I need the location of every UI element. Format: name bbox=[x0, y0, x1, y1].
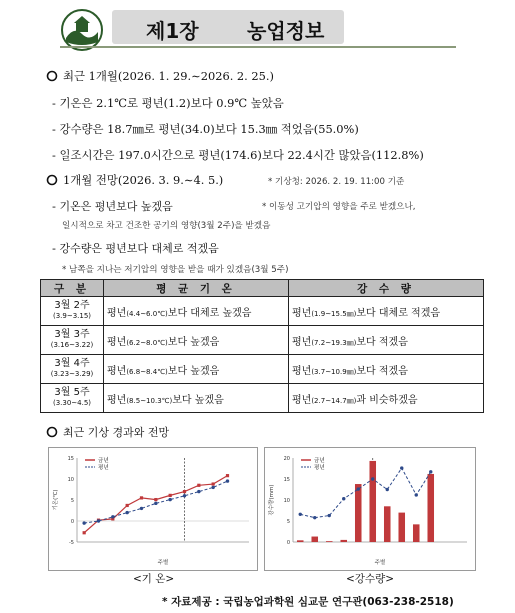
rain-cell bbox=[289, 355, 484, 384]
source-note: * 기상청: 2026. 2. 19. 11:00 기준 bbox=[268, 177, 405, 187]
rain-bar bbox=[326, 541, 333, 542]
y-tick-label: 20 bbox=[283, 456, 290, 462]
rain-chart-caption: <강수량> bbox=[346, 573, 395, 585]
normal-point bbox=[125, 511, 128, 514]
temp-range: (6.2~8.0℃) bbox=[126, 338, 168, 347]
rain-outlook: 보다 적겠음 bbox=[356, 336, 408, 348]
rain-chart bbox=[265, 448, 475, 570]
temp-range: (8.5~10.3℃) bbox=[126, 396, 173, 405]
temp-cell bbox=[104, 297, 289, 326]
normal-point bbox=[328, 514, 331, 517]
recent-temp-line: - 기온은 2.1℃로 평년(1.2)보다 0.9℃ 높았음 bbox=[52, 96, 284, 110]
temp-range: (4.4~6.0℃) bbox=[126, 309, 168, 318]
temp-range: (6.8~8.4℃) bbox=[126, 367, 168, 376]
outlook-temp-note-2: 일시적으로 차고 건조한 공기의 영향(3월 2주)을 받겠음 bbox=[62, 221, 271, 231]
normal-point bbox=[168, 498, 171, 501]
y-axis-label: 강수량(mm) bbox=[269, 484, 275, 516]
temp-chart bbox=[49, 448, 257, 570]
rain-bar bbox=[398, 513, 405, 542]
this-year-point bbox=[212, 482, 215, 485]
rain-prefix: 평년 bbox=[292, 394, 312, 406]
rain-bar bbox=[384, 506, 391, 542]
rain-cell bbox=[289, 326, 484, 355]
normal-point bbox=[197, 490, 200, 493]
circle-bullet-icon bbox=[46, 70, 58, 82]
normal-point bbox=[183, 494, 186, 497]
circle-bullet-icon bbox=[46, 426, 58, 438]
rain-bar bbox=[340, 540, 347, 542]
table-row bbox=[41, 326, 484, 355]
table-row bbox=[41, 355, 484, 384]
normal-point bbox=[82, 521, 85, 524]
legend-this-year-label: 금년 bbox=[314, 458, 325, 464]
y-tick-label: 0 bbox=[286, 540, 290, 546]
this-year-point bbox=[126, 504, 129, 507]
rain-bar bbox=[297, 540, 304, 542]
rain-cell bbox=[289, 384, 484, 413]
table-row bbox=[41, 384, 484, 413]
normal-point bbox=[371, 477, 374, 480]
title-banner bbox=[112, 10, 344, 44]
normal-point bbox=[415, 493, 418, 496]
table-header-row bbox=[41, 280, 484, 297]
normal-line bbox=[300, 468, 431, 518]
normal-point bbox=[211, 486, 214, 489]
period-label: 3월 3주 bbox=[54, 329, 90, 340]
title-divider bbox=[60, 46, 456, 48]
y-tick-label: 5 bbox=[70, 498, 74, 504]
rain-outlook: 과 비슷하겠음 bbox=[356, 394, 418, 406]
temp-cell bbox=[104, 326, 289, 355]
legend-normal-label: 평년 bbox=[98, 465, 109, 471]
temp-cell bbox=[104, 355, 289, 384]
y-tick-label: 5 bbox=[286, 519, 290, 525]
temp-outlook: 보다 높겠음 bbox=[172, 394, 224, 406]
col-header-period: 구 분 bbox=[41, 280, 104, 297]
rain-bar bbox=[413, 524, 420, 542]
rain-outlook: 보다 적겠음 bbox=[356, 365, 408, 377]
y-axis-label: 기온(℃) bbox=[53, 489, 59, 511]
normal-point bbox=[400, 466, 403, 469]
rain-bar bbox=[369, 461, 376, 542]
rain-prefix: 평년 bbox=[292, 365, 312, 377]
y-tick-label: 10 bbox=[67, 477, 74, 483]
period-label: 3월 4주 bbox=[54, 358, 90, 369]
normal-point bbox=[111, 515, 114, 518]
temp-outlook: 보다 높겠음 bbox=[167, 336, 220, 348]
forecast-table bbox=[40, 279, 484, 413]
this-year-point bbox=[83, 531, 86, 534]
recent-rain-line: - 강수량은 18.7㎜로 평년(34.0)보다 15.3㎜ 적었음(55.0%) bbox=[52, 122, 359, 136]
temp-cell bbox=[104, 384, 289, 413]
normal-point bbox=[313, 516, 316, 519]
charts-heading: 최근 기상 경과와 전망 bbox=[63, 426, 170, 439]
outlook-temp-note-1: * 이동성 고기압의 영향을 주로 받겠으나, bbox=[262, 202, 416, 212]
col-header-temp: 평 균 기 온 bbox=[104, 280, 289, 297]
normal-point bbox=[97, 519, 100, 522]
period-cell bbox=[41, 384, 104, 413]
x-axis-label: 주별 bbox=[374, 560, 386, 566]
rain-chart-frame bbox=[264, 447, 476, 571]
rain-cell bbox=[289, 297, 484, 326]
this-year-point bbox=[154, 498, 157, 501]
normal-point bbox=[226, 479, 229, 482]
x-axis-label: 주별 bbox=[157, 560, 169, 566]
normal-point bbox=[299, 513, 302, 516]
normal-point bbox=[429, 470, 432, 473]
temp-prefix: 평년 bbox=[107, 336, 127, 348]
this-year-point bbox=[226, 474, 229, 477]
circle-bullet-icon bbox=[46, 174, 58, 186]
rain-bar bbox=[311, 537, 318, 542]
period-dates: (3.16~3.22) bbox=[50, 341, 94, 349]
normal-point bbox=[357, 487, 360, 490]
recent-sun-line: - 일조시간은 197.0시간으로 평년(174.6)보다 22.4시간 많았음(112.8%) bbox=[52, 148, 424, 162]
rain-prefix: 평년 bbox=[292, 336, 312, 348]
period-dates: (3.9~3.15) bbox=[52, 312, 92, 320]
y-tick-label: 15 bbox=[283, 477, 290, 483]
this-year-point bbox=[197, 484, 200, 487]
outlook-rain-note: * 남쪽을 지나는 저기압의 영향을 받을 때가 있겠음(3월 5주) bbox=[62, 265, 289, 275]
y-tick-label: 15 bbox=[67, 456, 74, 462]
period-cell bbox=[41, 326, 104, 355]
period-dates: (3.30~4.5) bbox=[52, 399, 92, 407]
outlook-temp-line: - 기온은 평년보다 높겠음 bbox=[52, 200, 173, 213]
outlook-rain-line: - 강수량은 평년보다 대체로 적겠음 bbox=[52, 242, 219, 255]
recent-heading: 최근 1개월(2026. 1. 29.∼2026. 2. 25.) bbox=[63, 69, 274, 83]
normal-point bbox=[342, 497, 345, 500]
legend-normal-label: 평년 bbox=[314, 465, 325, 471]
normal-point bbox=[386, 488, 389, 491]
period-cell bbox=[41, 355, 104, 384]
rain-bar bbox=[355, 484, 362, 542]
page-title: 농업정보 bbox=[247, 19, 325, 43]
temp-outlook: 보다 대체로 높겠음 bbox=[167, 307, 252, 319]
period-dates: (3.23~3.29) bbox=[50, 370, 94, 378]
rain-outlook: 보다 대체로 적겠음 bbox=[356, 307, 441, 319]
y-tick-label: -5 bbox=[69, 540, 74, 546]
chapter-label: 제1장 bbox=[146, 19, 199, 43]
rain-prefix: 평년 bbox=[292, 307, 312, 319]
this-year-point bbox=[169, 494, 172, 497]
footer-credit: * 자료제공 : 국립농업과학원 심교문 연구관(063-238-2518) bbox=[162, 596, 454, 608]
rain-range: (3.7~10.9㎜) bbox=[311, 367, 357, 376]
col-header-rain: 강 수 량 bbox=[289, 280, 484, 297]
table-row bbox=[41, 297, 484, 326]
y-tick-label: 10 bbox=[283, 498, 290, 504]
period-cell bbox=[41, 297, 104, 326]
normal-point bbox=[154, 502, 157, 505]
temp-prefix: 평년 bbox=[107, 307, 127, 319]
rain-range: (2.7~14.7㎜) bbox=[311, 396, 357, 405]
temp-prefix: 평년 bbox=[107, 394, 127, 406]
rain-range: (1.9~15.5㎜) bbox=[311, 309, 357, 318]
rain-range: (7.2~19.3㎜) bbox=[311, 338, 357, 347]
temp-prefix: 평년 bbox=[107, 365, 127, 377]
outlook-heading: 1개월 전망(2026. 3. 9.∼4. 5.) bbox=[63, 173, 224, 187]
temp-chart-caption: <기 온> bbox=[133, 573, 175, 585]
period-label: 3월 2주 bbox=[54, 300, 90, 311]
period-label: 3월 5주 bbox=[54, 387, 90, 398]
legend-this-year-label: 금년 bbox=[98, 458, 109, 464]
temp-outlook: 보다 높겠음 bbox=[167, 365, 220, 377]
this-year-point bbox=[183, 490, 186, 493]
rain-bar bbox=[427, 474, 434, 542]
temp-chart-frame bbox=[48, 447, 258, 571]
this-year-point bbox=[140, 496, 143, 499]
normal-point bbox=[140, 507, 143, 510]
y-tick-label: 0 bbox=[70, 519, 74, 525]
